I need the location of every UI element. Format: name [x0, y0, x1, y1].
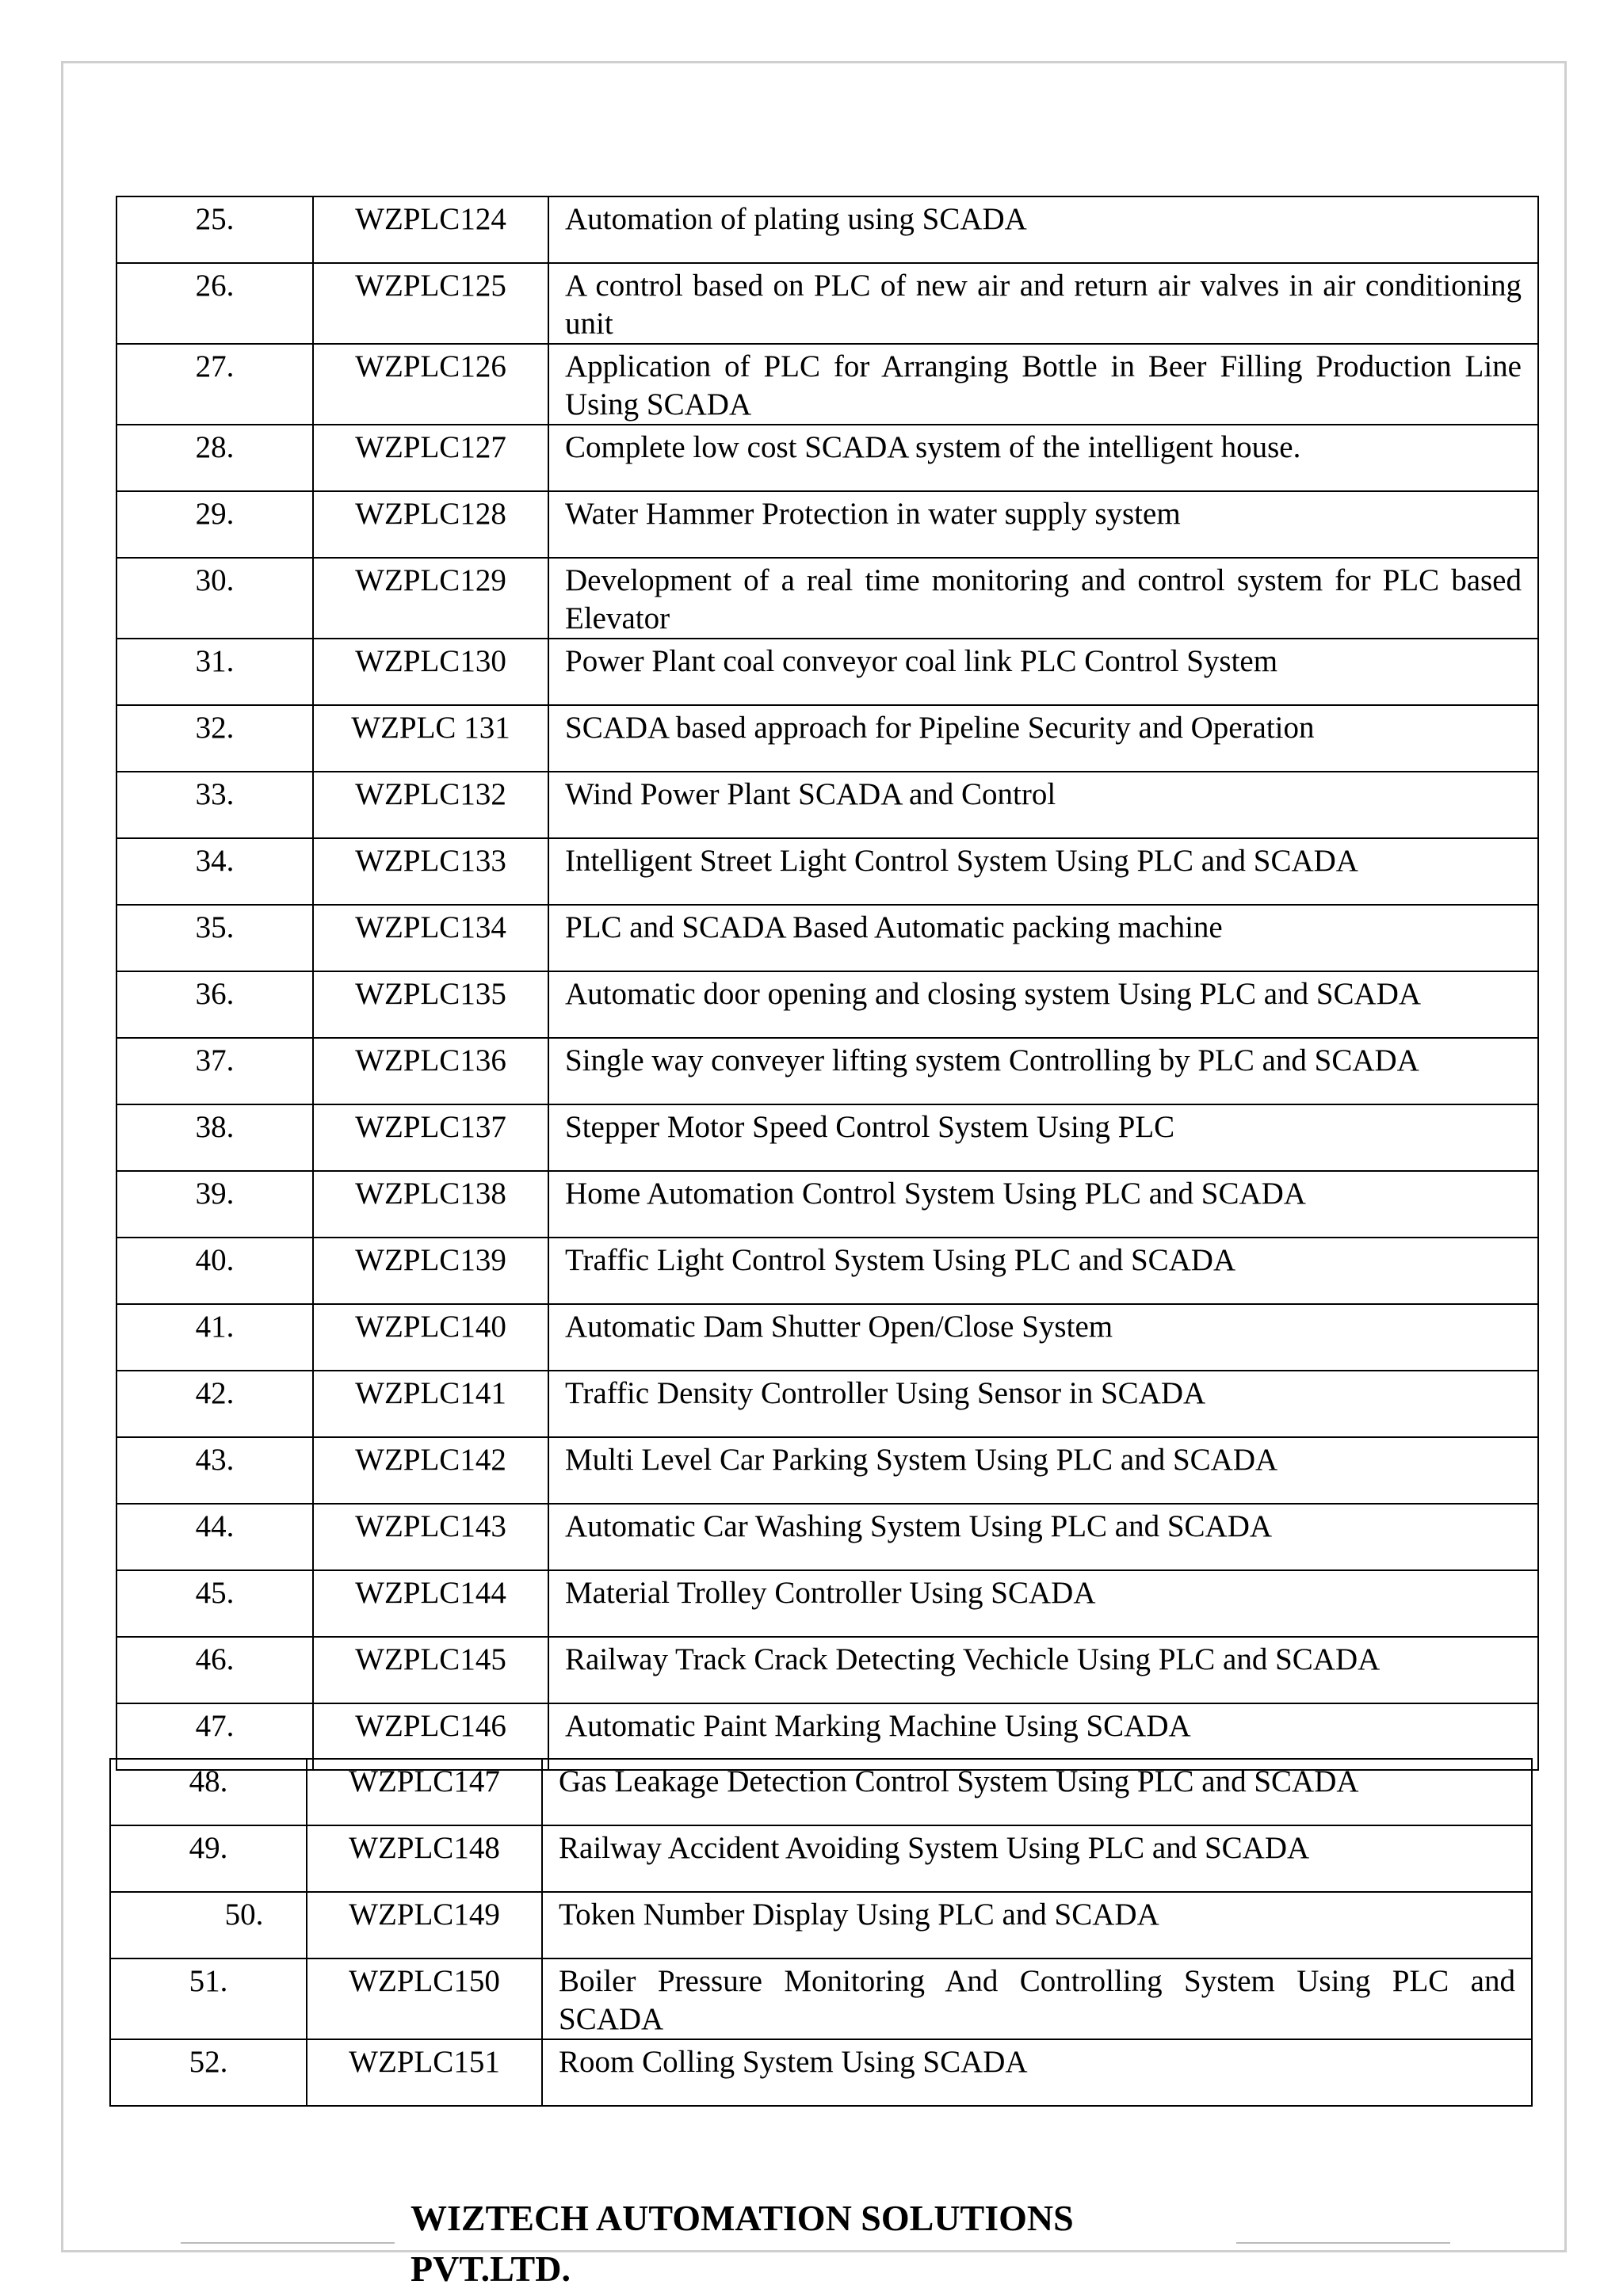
table-row — [116, 1570, 1538, 1637]
footer-company-name — [411, 2193, 1203, 2294]
project-title-cell: Automation of plating using SCADA — [548, 196, 1538, 263]
project-title-cell: Material Trolley Controller Using SCADA — [548, 1570, 1538, 1637]
project-title-cell: PLC and SCADA Based Automatic packing machine — [548, 905, 1538, 971]
project-title-cell: Automatic door opening and closing system Using PLC and SCADA — [548, 971, 1538, 1038]
project-code-cell: WZPLC143 — [313, 1504, 548, 1570]
table-row — [116, 344, 1538, 425]
table-row — [116, 705, 1538, 772]
serial-number-cell: 33. — [116, 772, 313, 838]
serial-number-text: 50. — [224, 1897, 264, 1932]
table-row — [116, 1304, 1538, 1371]
project-code-cell: WZPLC134 — [313, 905, 548, 971]
project-code-cell: WZPLC145 — [313, 1637, 548, 1703]
project-title-cell: Automatic Car Washing System Using PLC and SCADA — [548, 1504, 1538, 1570]
serial-number-cell: 43. — [116, 1437, 313, 1504]
serial-number-cell: 34. — [116, 838, 313, 905]
table-row — [116, 1504, 1538, 1570]
table-row — [116, 1371, 1538, 1437]
project-code-cell: WZPLC125 — [313, 263, 548, 344]
project-code-cell: WZPLC129 — [313, 558, 548, 639]
project-code-cell: WZPLC133 — [313, 838, 548, 905]
project-code-cell: WZPLC132 — [313, 772, 548, 838]
serial-number-cell: 28. — [116, 425, 313, 491]
footer-rule-left — [181, 2242, 395, 2244]
project-title-cell: Railway Track Crack Detecting Vechicle Using PLC and SCADA — [548, 1637, 1538, 1703]
project-table-bottom — [109, 1758, 1533, 2107]
serial-number-cell: 37. — [116, 1038, 313, 1104]
footer-company-line2: PVT.LTD. — [411, 2248, 571, 2289]
project-title-cell: A control based on PLC of new air and return air valves in air conditioning unit — [548, 263, 1538, 344]
project-code-cell: WZPLC128 — [313, 491, 548, 558]
serial-number-cell: 32. — [116, 705, 313, 772]
project-code-cell: WZPLC144 — [313, 1570, 548, 1637]
project-title-cell: Development of a real time monitoring and control system for PLC based Elevator — [548, 558, 1538, 639]
serial-number-cell: 44. — [116, 1504, 313, 1570]
table-row — [110, 2039, 1532, 2106]
project-title-cell: Automatic Paint Marking Machine Using SCADA — [548, 1703, 1538, 1770]
serial-number-cell: 49. — [110, 1825, 307, 1892]
project-title-cell: Wind Power Plant SCADA and Control — [548, 772, 1538, 838]
table-row — [116, 971, 1538, 1038]
project-title-cell: Single way conveyer lifting system Controlling by PLC and SCADA — [548, 1038, 1538, 1104]
project-code-cell: WZPLC140 — [313, 1304, 548, 1371]
project-code-cell: WZPLC151 — [307, 2039, 542, 2106]
table-row — [116, 639, 1538, 705]
serial-number-cell: 30. — [116, 558, 313, 639]
table-row — [116, 196, 1538, 263]
project-code-cell: WZPLC139 — [313, 1238, 548, 1304]
project-code-cell: WZPLC138 — [313, 1171, 548, 1238]
table-row — [116, 772, 1538, 838]
serial-number-cell: 46. — [116, 1637, 313, 1703]
table-row — [116, 1171, 1538, 1238]
table-row — [116, 1238, 1538, 1304]
serial-number-cell: 36. — [116, 971, 313, 1038]
table-row — [116, 263, 1538, 344]
serial-number-cell: 39. — [116, 1171, 313, 1238]
project-title-cell: Boiler Pressure Monitoring And Controlling System Using PLC and SCADA — [542, 1958, 1532, 2039]
serial-number-cell: 27. — [116, 344, 313, 425]
project-code-cell: WZPLC149 — [307, 1892, 542, 1958]
footer-company-line1: WIZTECH AUTOMATION SOLUTIONS — [411, 2198, 1074, 2238]
project-code-cell: WZPLC137 — [313, 1104, 548, 1171]
project-title-cell: SCADA based approach for Pipeline Security and Operation — [548, 705, 1538, 772]
project-title-cell: Gas Leakage Detection Control System Using PLC and SCADA — [542, 1759, 1532, 1825]
serial-number-cell: 26. — [116, 263, 313, 344]
serial-number-cell: 47. — [116, 1703, 313, 1770]
table-row — [110, 1892, 1532, 1958]
table-row — [116, 491, 1538, 558]
serial-number-cell: 48. — [110, 1759, 307, 1825]
project-code-cell: WZPLC142 — [313, 1437, 548, 1504]
serial-number-cell: 52. — [110, 2039, 307, 2106]
project-code-cell: WZPLC 131 — [313, 705, 548, 772]
serial-number-cell: 31. — [116, 639, 313, 705]
project-title-cell: Intelligent Street Light Control System Using PLC and SCADA — [548, 838, 1538, 905]
table-row — [116, 1637, 1538, 1703]
table-row — [116, 558, 1538, 639]
project-code-cell: WZPLC146 — [313, 1703, 548, 1770]
project-code-cell: WZPLC150 — [307, 1958, 542, 2039]
serial-number-cell — [110, 1892, 307, 1958]
table-row — [116, 838, 1538, 905]
project-code-cell: WZPLC126 — [313, 344, 548, 425]
project-title-cell: Traffic Density Controller Using Sensor in SCADA — [548, 1371, 1538, 1437]
table-row — [116, 1038, 1538, 1104]
project-table-top — [116, 196, 1539, 1771]
project-code-cell: WZPLC148 — [307, 1825, 542, 1892]
project-title-cell: Railway Accident Avoiding System Using PLC and SCADA — [542, 1825, 1532, 1892]
project-title-cell: Power Plant coal conveyor coal link PLC Control System — [548, 639, 1538, 705]
project-title-cell: Home Automation Control System Using PLC and SCADA — [548, 1171, 1538, 1238]
serial-number-cell: 35. — [116, 905, 313, 971]
table-row — [110, 1759, 1532, 1825]
serial-number-cell: 38. — [116, 1104, 313, 1171]
project-title-cell: Water Hammer Protection in water supply system — [548, 491, 1538, 558]
project-title-cell: Stepper Motor Speed Control System Using PLC — [548, 1104, 1538, 1171]
project-title-cell: Room Colling System Using SCADA — [542, 2039, 1532, 2106]
project-code-cell: WZPLC141 — [313, 1371, 548, 1437]
project-title-cell: Multi Level Car Parking System Using PLC and SCADA — [548, 1437, 1538, 1504]
table-row — [110, 1825, 1532, 1892]
table-row — [116, 905, 1538, 971]
serial-number-cell: 45. — [116, 1570, 313, 1637]
project-title-cell: Application of PLC for Arranging Bottle in Beer Filling Production Line Using SCADA — [548, 344, 1538, 425]
table-row — [116, 425, 1538, 491]
serial-number-cell: 51. — [110, 1958, 307, 2039]
project-code-cell: WZPLC127 — [313, 425, 548, 491]
table-row — [116, 1104, 1538, 1171]
project-code-cell: WZPLC124 — [313, 196, 548, 263]
serial-number-cell: 25. — [116, 196, 313, 263]
project-code-cell: WZPLC136 — [313, 1038, 548, 1104]
project-title-cell: Automatic Dam Shutter Open/Close System — [548, 1304, 1538, 1371]
serial-number-cell: 42. — [116, 1371, 313, 1437]
serial-number-cell: 41. — [116, 1304, 313, 1371]
project-code-cell: WZPLC130 — [313, 639, 548, 705]
project-code-cell: WZPLC147 — [307, 1759, 542, 1825]
project-title-cell: Traffic Light Control System Using PLC and SCADA — [548, 1238, 1538, 1304]
table-row — [110, 1958, 1532, 2039]
serial-number-cell: 40. — [116, 1238, 313, 1304]
project-title-cell: Token Number Display Using PLC and SCADA — [542, 1892, 1532, 1958]
serial-number-cell: 29. — [116, 491, 313, 558]
footer-rule-right — [1236, 2242, 1450, 2244]
table-row — [116, 1437, 1538, 1504]
project-code-cell: WZPLC135 — [313, 971, 548, 1038]
project-title-cell: Complete low cost SCADA system of the intelligent house. — [548, 425, 1538, 491]
